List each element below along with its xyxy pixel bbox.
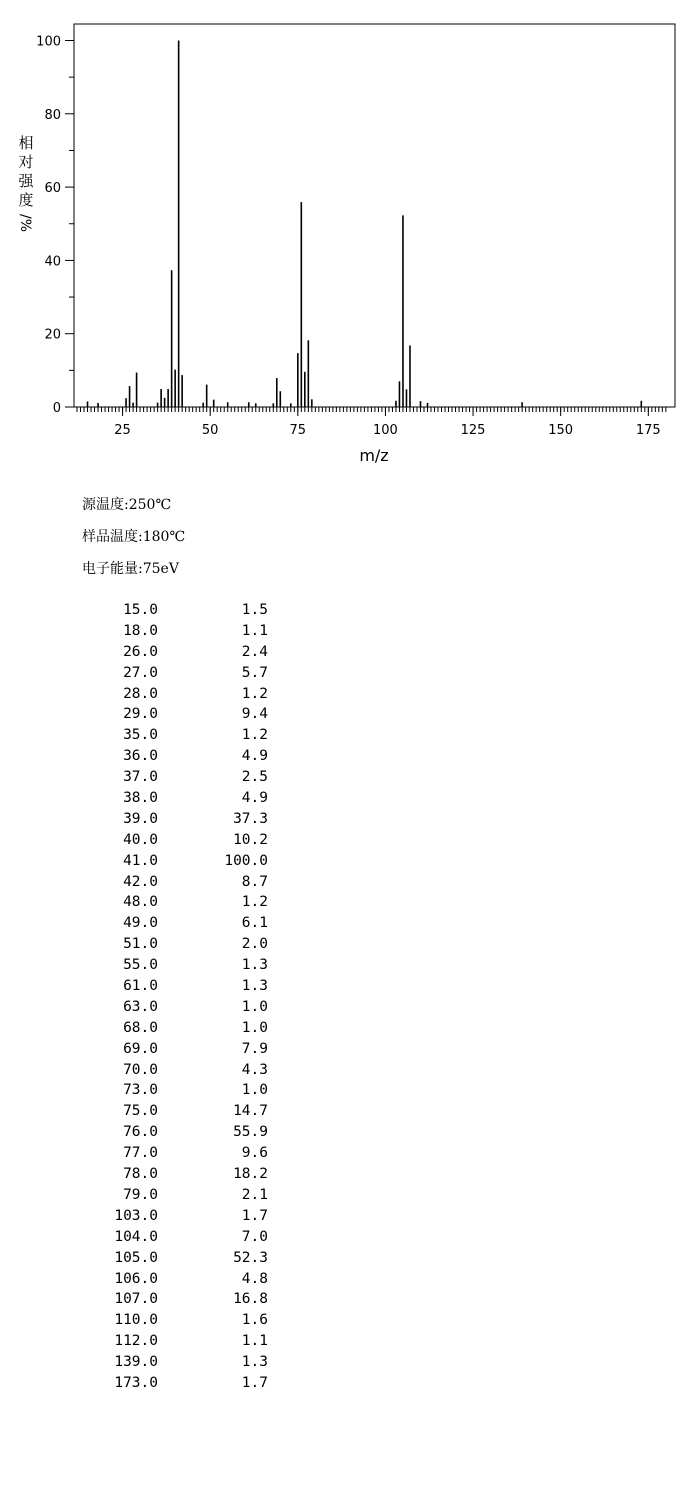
x-tick-label: 125: [460, 423, 486, 438]
peak-mz: 63.0: [123, 998, 158, 1015]
peak-mz: 69.0: [123, 1040, 158, 1057]
peak-abundance: 1.0: [241, 1082, 268, 1099]
peak-abundance: 5.7: [241, 664, 268, 681]
peak-mz: 173.0: [114, 1374, 158, 1391]
peak-abundance: 1.2: [241, 894, 268, 911]
peak-abundance: 9.6: [241, 1145, 268, 1162]
y-label-char: 对: [18, 153, 34, 171]
peak-abundance: 37.3: [233, 810, 268, 827]
peak-abundance: 1.3: [241, 978, 268, 995]
peak-mz: 78.0: [123, 1166, 158, 1183]
peak-abundance: 1.2: [241, 685, 268, 702]
peak-mz: 42.0: [123, 873, 158, 890]
peak-mz: 103.0: [114, 1207, 158, 1224]
peak-abundance: 2.4: [241, 643, 268, 660]
y-label-char: 强: [18, 172, 34, 190]
peak-abundance: 1.3: [241, 957, 268, 974]
peak-abundance: 7.9: [241, 1040, 268, 1057]
peak-mz: 105.0: [114, 1249, 158, 1266]
x-tick-label: 100: [373, 423, 398, 438]
peak-mz: 37.0: [123, 769, 158, 786]
peak-mz: 15.0: [123, 602, 158, 618]
x-axis-minor-ticks: [77, 407, 666, 412]
peak-mz: 27.0: [123, 664, 158, 681]
y-axis-label: [17, 134, 34, 232]
y-tick-label: 40: [44, 254, 61, 270]
source-temperature: 源温度:250℃: [82, 497, 172, 513]
peak-mz: 68.0: [123, 1019, 158, 1036]
peak-mz: 18.0: [123, 622, 158, 639]
peak-abundance: 100.0: [224, 852, 268, 869]
peak-abundance: 1.3: [241, 1354, 268, 1371]
sample-temperature: 样品温度:180℃: [82, 529, 186, 545]
peak-mz: 28.0: [123, 685, 158, 702]
peak-mz: 107.0: [114, 1291, 158, 1308]
peak-mz: 40.0: [123, 831, 158, 848]
peak-abundance: 1.6: [241, 1312, 268, 1329]
peak-mz: 75.0: [123, 1103, 158, 1120]
peak-mz: 76.0: [123, 1124, 158, 1141]
peak-abundance: 1.1: [241, 1333, 268, 1350]
peak-mz: 36.0: [123, 748, 158, 765]
peak-abundance: 2.5: [241, 769, 268, 786]
peak-abundance: 8.7: [241, 873, 268, 890]
peak-abundance: 1.5: [241, 602, 268, 618]
spectrum-peaks: [88, 41, 642, 408]
peak-mz: 70.0: [123, 1061, 158, 1078]
peak-abundance: 9.4: [241, 706, 268, 723]
peak-mz: 35.0: [123, 727, 158, 744]
peak-abundance: 1.7: [241, 1207, 268, 1224]
peak-abundance: 55.9: [233, 1124, 268, 1141]
peak-abundance: 16.8: [233, 1291, 268, 1308]
y-axis-ticks: [36, 35, 74, 417]
peak-mz: 77.0: [123, 1145, 158, 1162]
x-tick-label: 75: [289, 423, 307, 438]
instrument-conditions: [82, 492, 185, 588]
y-label-unit: /%: [17, 214, 33, 233]
peak-abundance: 4.3: [241, 1061, 268, 1078]
peak-mz: 41.0: [123, 852, 158, 869]
x-axis-label: m/z: [359, 446, 389, 465]
peak-mz: 79.0: [123, 1186, 158, 1203]
peak-abundance: 6.1: [241, 915, 268, 932]
peak-mz: 106.0: [114, 1270, 158, 1287]
peak-mz: 38.0: [123, 790, 158, 807]
peak-mz: 51.0: [123, 936, 158, 953]
y-tick-label: 80: [44, 107, 61, 123]
peak-abundance: 1.0: [241, 1019, 268, 1036]
peak-abundance: 1.1: [241, 622, 268, 639]
y-tick-label: 100: [36, 34, 61, 50]
peak-abundance: 2.1: [241, 1186, 268, 1203]
peak-abundance: 4.9: [241, 790, 268, 807]
peak-abundance: 18.2: [233, 1166, 268, 1183]
peak-abundance: 2.0: [241, 936, 268, 953]
peak-abundance: 4.8: [241, 1270, 268, 1287]
x-tick-label: 175: [635, 423, 661, 438]
peak-mz: 139.0: [114, 1354, 158, 1371]
y-label-char: 度: [18, 191, 34, 209]
peak-abundance: 7.0: [241, 1228, 268, 1245]
peak-abundance: 14.7: [233, 1103, 268, 1120]
x-tick-label: 50: [201, 423, 219, 438]
peak-abundance: 10.2: [233, 831, 268, 848]
peak-mz: 112.0: [114, 1333, 158, 1350]
electron-energy: 电子能量:75eV: [82, 561, 179, 577]
peak-mz: 73.0: [123, 1082, 158, 1099]
x-tick-label: 25: [114, 423, 131, 438]
peak-abundance: 1.2: [241, 727, 268, 744]
peak-abundance: 1.7: [241, 1374, 268, 1391]
y-label-char: 相: [18, 134, 34, 152]
peak-abundance: 52.3: [233, 1249, 268, 1266]
plot-frame: [74, 24, 675, 407]
peak-mz: 61.0: [123, 978, 158, 995]
peak-mz: 26.0: [123, 643, 158, 660]
peak-mz: 110.0: [114, 1312, 158, 1329]
y-tick-label: 0: [52, 401, 61, 416]
peak-mz: 104.0: [114, 1228, 158, 1245]
peak-mz: 39.0: [123, 810, 158, 827]
y-tick-label: 20: [44, 327, 61, 343]
peak-mz: 49.0: [123, 915, 158, 932]
peak-abundance: 4.9: [241, 748, 268, 765]
peak-mz: 55.0: [123, 957, 158, 974]
x-tick-label: 150: [548, 423, 574, 438]
peak-abundance: 1.0: [241, 998, 268, 1015]
peak-mz: 48.0: [123, 894, 158, 911]
mass-spectrum-chart: [0, 0, 687, 480]
y-tick-label: 60: [44, 181, 61, 197]
peak-mz: 29.0: [123, 706, 158, 723]
